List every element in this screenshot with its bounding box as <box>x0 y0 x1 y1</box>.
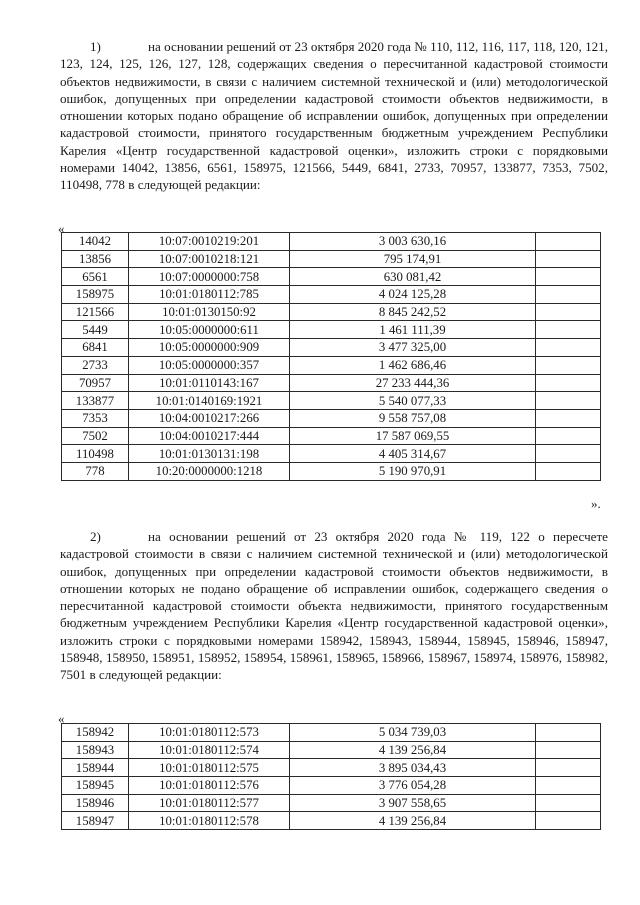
empty-cell <box>536 321 601 339</box>
row-number-cell: 121566 <box>62 303 129 321</box>
empty-cell <box>536 427 601 445</box>
table-row <box>62 374 601 392</box>
empty-cell <box>536 741 601 759</box>
section-2-table <box>61 723 601 830</box>
cadastral-number-cell: 10:04:0010217:266 <box>129 409 290 427</box>
empty-cell <box>536 794 601 812</box>
cadastral-value-cell: 1 462 686,46 <box>290 356 536 374</box>
cadastral-number-cell: 10:01:0180112:577 <box>129 794 290 812</box>
cadastral-value-cell: 3 477 325,00 <box>290 339 536 357</box>
empty-cell <box>536 759 601 777</box>
row-number-cell: 110498 <box>62 445 129 463</box>
empty-cell <box>536 777 601 795</box>
table-row <box>62 233 601 251</box>
empty-cell <box>536 409 601 427</box>
row-number-cell: 158946 <box>62 794 129 812</box>
cadastral-number-cell: 10:01:0130150:92 <box>129 303 290 321</box>
cadastral-number-cell: 10:01:0180112:574 <box>129 741 290 759</box>
table-row <box>62 812 601 830</box>
cadastral-value-cell: 630 081,42 <box>290 268 536 286</box>
section-1-closing-quote: ». <box>591 496 601 511</box>
section-1-text: на основании решений от 23 октября 2020 года № 110, 112, 116, 117, 118, 120, 121, 123, 124, 125, 126, 127, 128, содержащих сведения о пересчитанной кадастровой стоимости объектов недвижимости, в связи с наличием системной технической и (или) методологической ошибок, допущенных при определении кадастровой стоимости объектов недвижимости, в отношении которых подано обращение об исправлении ошибок, допущенных при определении кадастровой стоимости, принятого государственным бюджетным учреждением Республики Карелия «Центр государственной кадастровой оценки», изложить строки с порядковыми номерами 14042, 13856, 6561, 158975, 121566, 5449, 6841, 2733, 70957, 133877, 7353, 7502, 110498, 778 в следующей редакции: <box>60 39 608 193</box>
empty-cell <box>536 724 601 742</box>
section-2-paragraph <box>60 528 608 684</box>
cadastral-value-cell: 5 034 739,03 <box>290 724 536 742</box>
row-number-cell: 158947 <box>62 812 129 830</box>
cadastral-number-cell: 10:07:0010218:121 <box>129 250 290 268</box>
cadastral-value-cell: 3 003 630,16 <box>290 233 536 251</box>
row-number-cell: 2733 <box>62 356 129 374</box>
table-row <box>62 268 601 286</box>
cadastral-number-cell: 10:05:0000000:357 <box>129 356 290 374</box>
row-number-cell: 6561 <box>62 268 129 286</box>
cadastral-value-cell: 3 895 034,43 <box>290 759 536 777</box>
table-row <box>62 759 601 777</box>
table-row <box>62 427 601 445</box>
cadastral-value-cell: 9 558 757,08 <box>290 409 536 427</box>
cadastral-value-cell: 4 405 314,67 <box>290 445 536 463</box>
empty-cell <box>536 392 601 410</box>
empty-cell <box>536 812 601 830</box>
cadastral-value-cell: 3 776 054,28 <box>290 777 536 795</box>
cadastral-number-cell: 10:01:0140169:1921 <box>129 392 290 410</box>
cadastral-number-cell: 10:01:0110143:167 <box>129 374 290 392</box>
section-1-table <box>61 232 601 481</box>
empty-cell <box>536 462 601 480</box>
section-2-opening-quote: « <box>58 711 65 726</box>
cadastral-number-cell: 10:01:0180112:573 <box>129 724 290 742</box>
row-number-cell: 6841 <box>62 339 129 357</box>
cadastral-number-cell: 10:01:0180112:785 <box>129 286 290 304</box>
table-row <box>62 724 601 742</box>
empty-cell <box>536 268 601 286</box>
table-row <box>62 794 601 812</box>
empty-cell <box>536 303 601 321</box>
table-row <box>62 741 601 759</box>
row-number-cell: 7502 <box>62 427 129 445</box>
empty-cell <box>536 356 601 374</box>
section-1-paragraph <box>60 38 608 194</box>
cadastral-number-cell: 10:07:0010219:201 <box>129 233 290 251</box>
cadastral-value-cell: 4 139 256,84 <box>290 741 536 759</box>
cadastral-number-cell: 10:01:0180112:576 <box>129 777 290 795</box>
empty-cell <box>536 374 601 392</box>
section-2-text: на основании решений от 23 октября 2020 года № 119, 122 о пересчете кадастровой стоимости в связи с наличием системной технической и (или) методологической ошибок, допущенных при определении кадастровой стоимости объектов недвижимости, в отношении которых не подано обращение об исправлении ошибок, содержащего сведения о пересчитанной кадастровой стоимости объекта недвижимости, принятого государственным бюджетным учреждением Республики Карелия «Центр государственной кадастровой оценки», изложить строки с порядковыми номерами 158942, 158943, 158944, 158945, 158946, 158947, 158948, 158950, 158951, 158952, 158954, 158961, 158965, 158966, 158967, 158974, 158976, 158982, 7501 в следующей редакции: <box>60 529 608 683</box>
table-row <box>62 286 601 304</box>
table-row <box>62 356 601 374</box>
cadastral-number-cell: 10:01:0180112:578 <box>129 812 290 830</box>
cadastral-value-cell: 27 233 444,36 <box>290 374 536 392</box>
section-1-number: 1) <box>90 39 101 54</box>
empty-cell <box>536 250 601 268</box>
row-number-cell: 158944 <box>62 759 129 777</box>
cadastral-number-cell: 10:01:0130131:198 <box>129 445 290 463</box>
row-number-cell: 7353 <box>62 409 129 427</box>
empty-cell <box>536 286 601 304</box>
table-row <box>62 321 601 339</box>
cadastral-value-cell: 17 587 069,55 <box>290 427 536 445</box>
table-row <box>62 392 601 410</box>
row-number-cell: 133877 <box>62 392 129 410</box>
table-row <box>62 445 601 463</box>
empty-cell <box>536 445 601 463</box>
cadastral-value-cell: 3 907 558,65 <box>290 794 536 812</box>
cadastral-value-cell: 5 540 077,33 <box>290 392 536 410</box>
row-number-cell: 158943 <box>62 741 129 759</box>
table-row <box>62 462 601 480</box>
row-number-cell: 13856 <box>62 250 129 268</box>
cadastral-value-cell: 8 845 242,52 <box>290 303 536 321</box>
cadastral-value-cell: 4 139 256,84 <box>290 812 536 830</box>
row-number-cell: 158942 <box>62 724 129 742</box>
row-number-cell: 158945 <box>62 777 129 795</box>
table-row <box>62 409 601 427</box>
row-number-cell: 5449 <box>62 321 129 339</box>
table-row <box>62 303 601 321</box>
cadastral-number-cell: 10:05:0000000:611 <box>129 321 290 339</box>
empty-cell <box>536 233 601 251</box>
cadastral-value-cell: 795 174,91 <box>290 250 536 268</box>
row-number-cell: 14042 <box>62 233 129 251</box>
cadastral-value-cell: 4 024 125,28 <box>290 286 536 304</box>
cadastral-number-cell: 10:04:0010217:444 <box>129 427 290 445</box>
row-number-cell: 70957 <box>62 374 129 392</box>
empty-cell <box>536 339 601 357</box>
cadastral-number-cell: 10:01:0180112:575 <box>129 759 290 777</box>
cadastral-number-cell: 10:07:0000000:758 <box>129 268 290 286</box>
table-row <box>62 777 601 795</box>
cadastral-number-cell: 10:20:0000000:1218 <box>129 462 290 480</box>
section-2-number: 2) <box>90 529 101 544</box>
cadastral-number-cell: 10:05:0000000:909 <box>129 339 290 357</box>
cadastral-value-cell: 1 461 111,39 <box>290 321 536 339</box>
section-1-opening-quote: « <box>58 221 65 236</box>
row-number-cell: 158975 <box>62 286 129 304</box>
table-row <box>62 250 601 268</box>
cadastral-value-cell: 5 190 970,91 <box>290 462 536 480</box>
table-row <box>62 339 601 357</box>
row-number-cell: 778 <box>62 462 129 480</box>
